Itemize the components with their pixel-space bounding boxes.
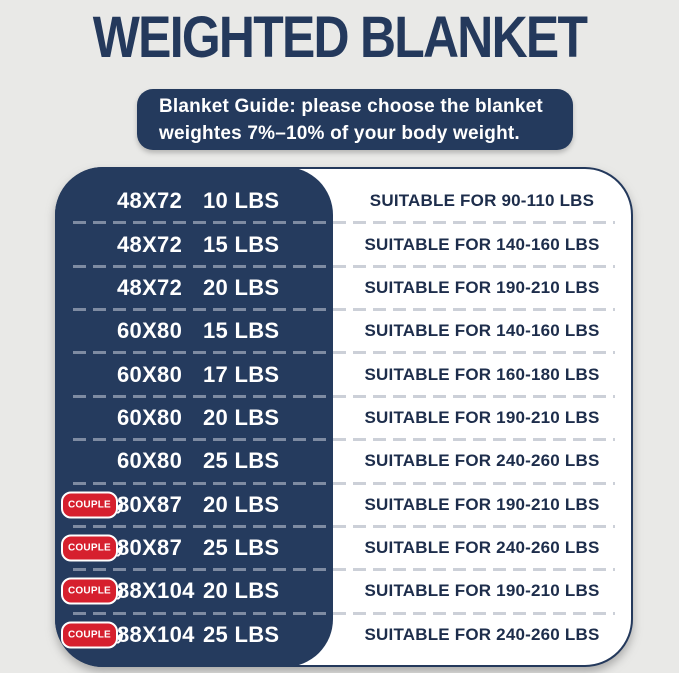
table-rows [57,169,631,665]
weight-value: 20 LBS [203,404,280,430]
table-row [57,354,631,394]
size-value: 60X80 [117,361,183,387]
suitable-cell: SUITABLE FOR 190-210 LBS [364,581,600,601]
table-row [57,268,631,308]
size-weight-cell [57,528,333,568]
guide-banner [137,89,573,150]
weight-value: 15 LBS [203,318,280,344]
size-value: 60X80 [117,318,183,344]
size-weight-cell [57,398,333,438]
suitable-cell: SUITABLE FOR 190-210 LBS [364,494,600,514]
size-value: 48X72 [117,274,183,300]
size-value: 80X87 [117,491,183,517]
table-row [57,571,631,611]
size-weight-cell [57,485,333,525]
table-row [57,398,631,438]
size-weight-cell [57,354,333,394]
table-row [57,224,631,264]
suitable-cell: SUITABLE FOR 240-260 LBS [364,624,600,644]
size-value: 48X72 [117,188,183,214]
size-weight-cell [57,181,333,221]
weight-value: 20 LBS [203,274,280,300]
size-weight-cell [57,268,333,308]
table-row [57,485,631,525]
size-value: 88X104 [117,578,195,604]
size-weight-cell [57,441,333,481]
size-weight-cell [57,615,333,655]
size-weight-cell [57,224,333,264]
table-row [57,181,631,221]
suitable-cell: SUITABLE FOR 240-260 LBS [364,451,600,471]
guide-line-1: Blanket Guide: please choose the blanket [159,95,543,117]
couple-badge: COUPLE [61,578,118,605]
page-title: WEIGHTED BLANKET [92,5,587,70]
table-row [57,311,631,351]
suitable-cell: SUITABLE FOR 90-110 LBS [369,191,595,211]
size-weight-cell [57,571,333,611]
table-row [57,441,631,481]
suitable-cell: SUITABLE FOR 190-210 LBS [364,407,600,427]
suitable-cell: SUITABLE FOR 240-260 LBS [364,538,600,558]
weight-value: 15 LBS [203,231,280,257]
couple-badge: COUPLE [61,535,118,562]
couple-badge: COUPLE [61,491,118,518]
suitable-cell: SUITABLE FOR 160-180 LBS [364,364,600,384]
size-value: 88X104 [117,621,195,647]
size-value: 48X72 [117,231,183,257]
size-value: 60X80 [117,404,183,430]
table-row [57,615,631,655]
guide-line-2: weightes 7%–10% of your body weight. [159,122,520,144]
weight-value: 10 LBS [203,188,280,214]
size-weight-cell [57,311,333,351]
weight-value: 20 LBS [203,491,280,517]
couple-badge: COUPLE [61,621,118,648]
suitable-cell: SUITABLE FOR 140-160 LBS [364,234,600,254]
size-value: 60X80 [117,448,183,474]
size-value: 80X87 [117,535,183,561]
suitable-cell: SUITABLE FOR 190-210 LBS [364,277,600,297]
suitable-cell: SUITABLE FOR 140-160 LBS [364,321,600,341]
table-row [57,528,631,568]
size-guide-table [55,167,633,667]
weight-value: 25 LBS [203,535,280,561]
weight-value: 20 LBS [203,578,280,604]
weight-value: 17 LBS [203,361,280,387]
weight-value: 25 LBS [203,621,280,647]
weight-value: 25 LBS [203,448,280,474]
